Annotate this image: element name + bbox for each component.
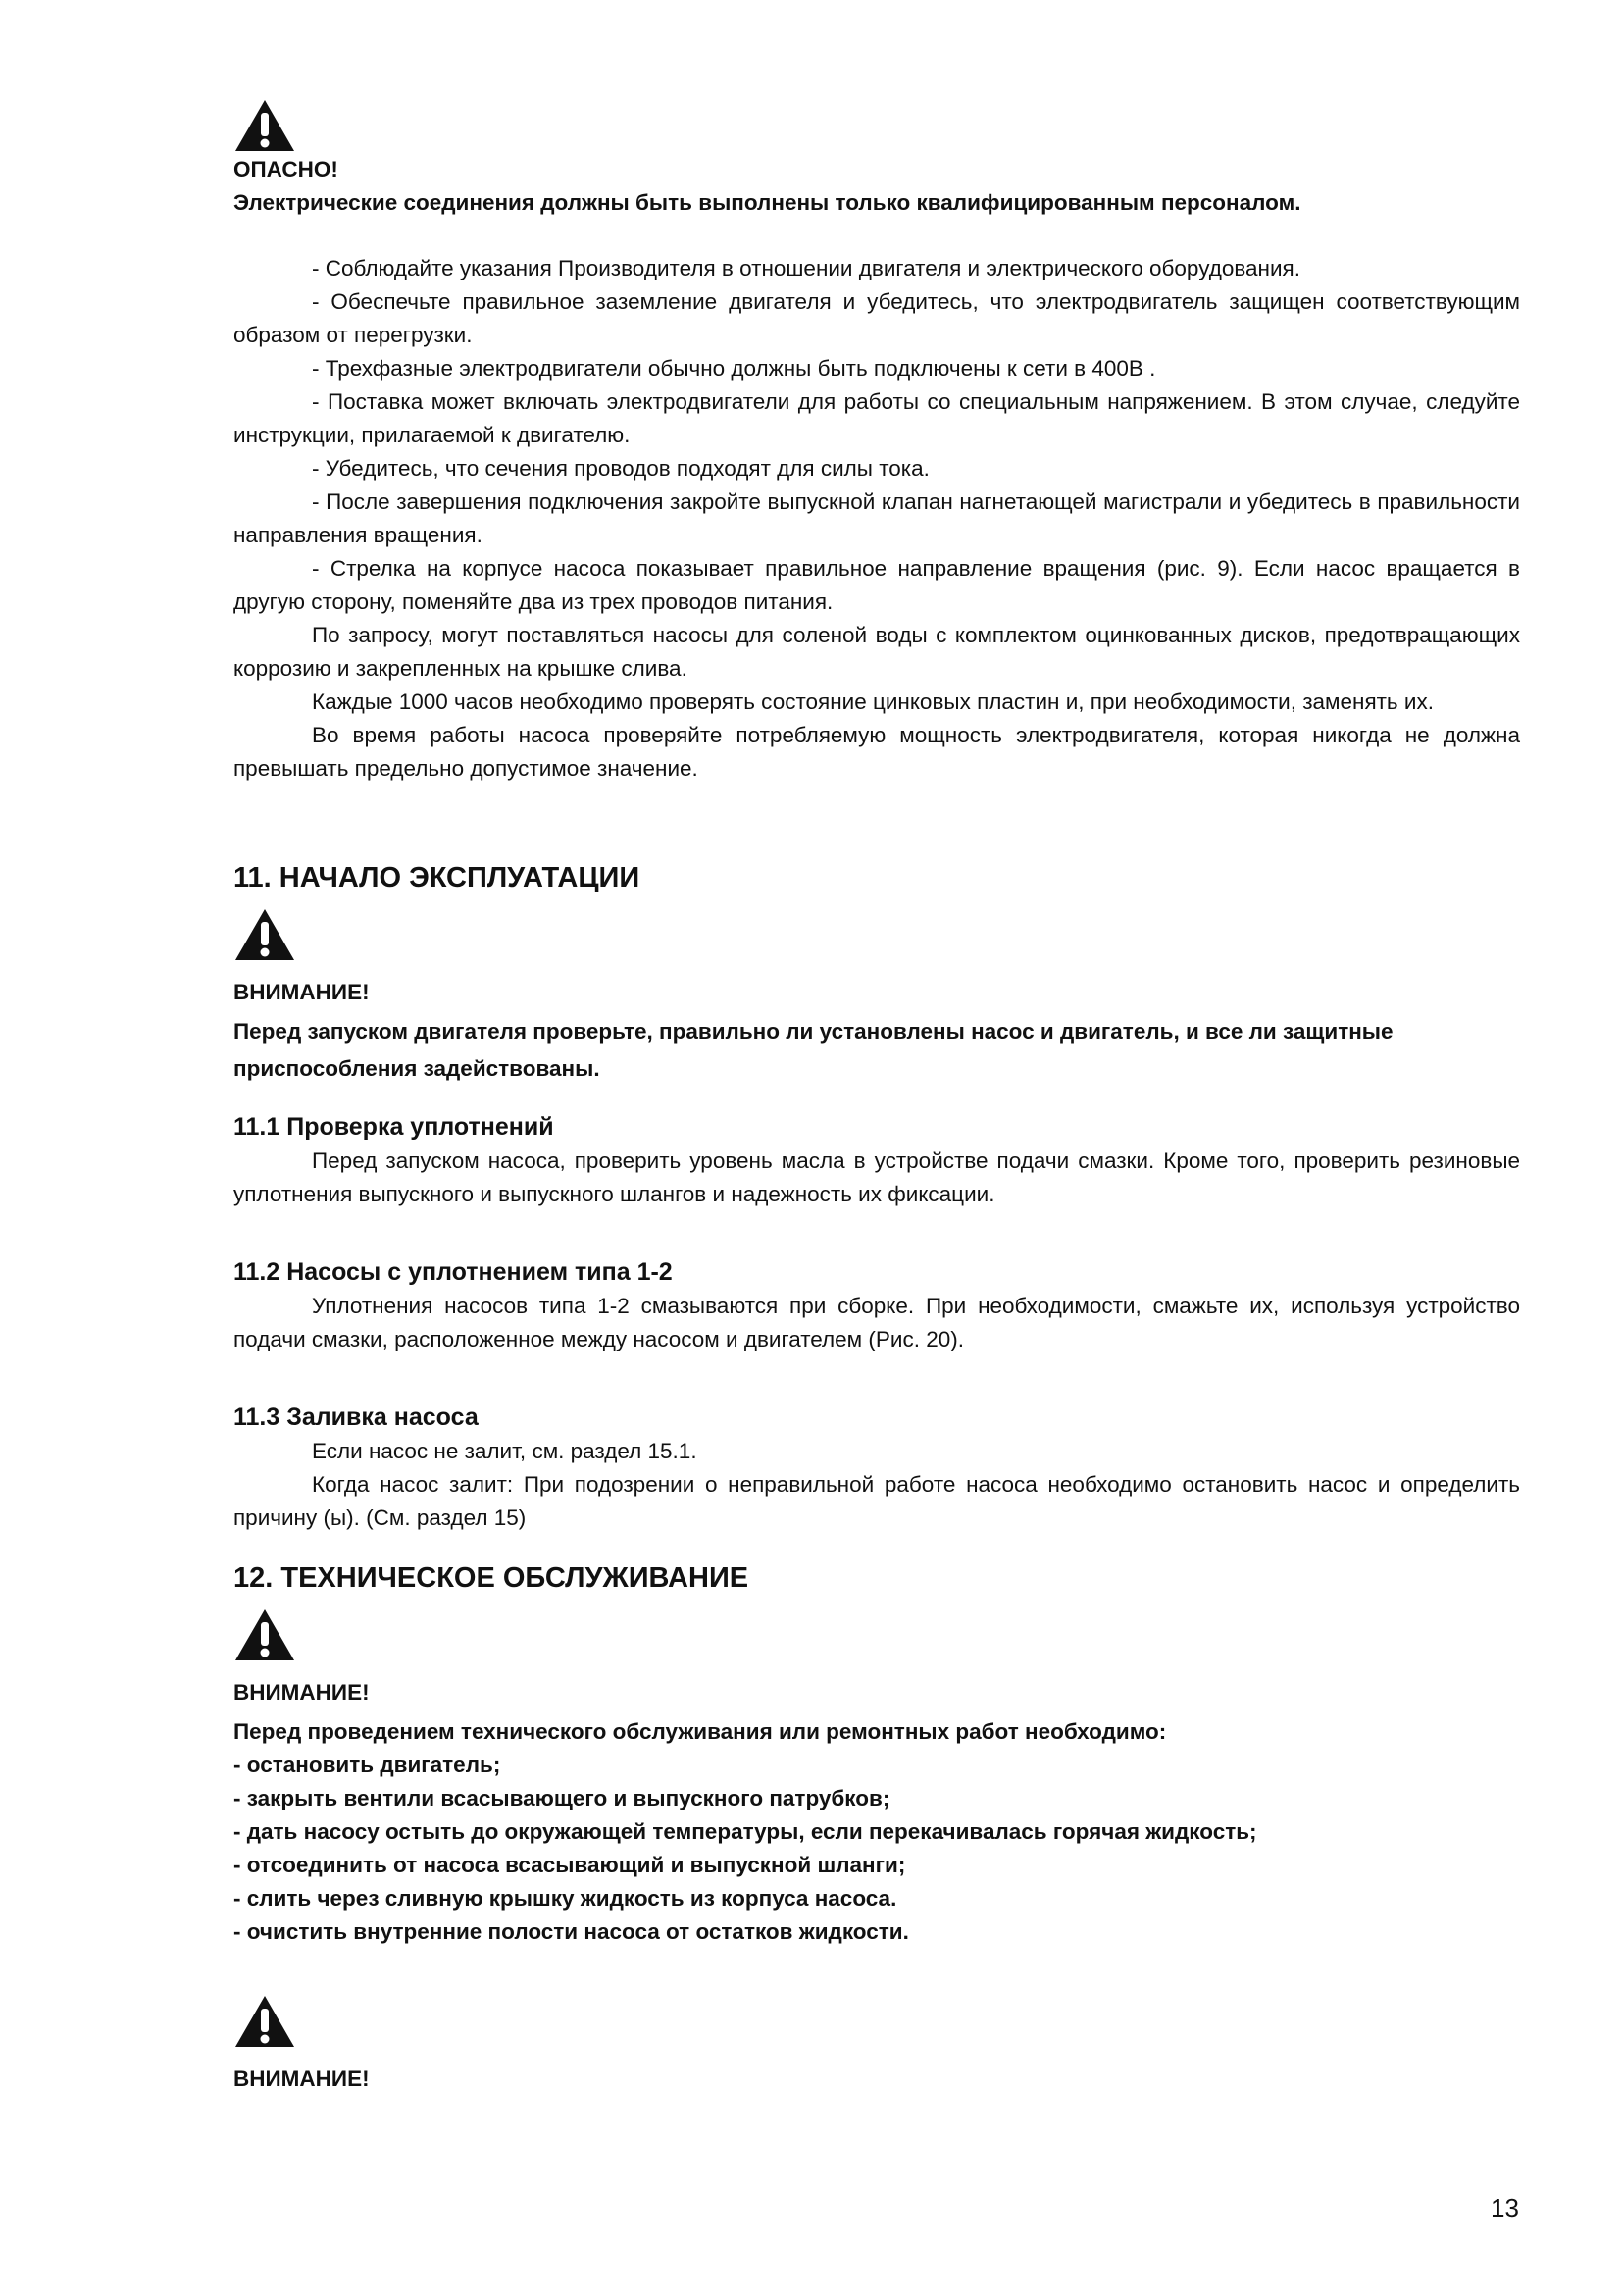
section-11 xyxy=(233,858,1520,1535)
paragraph: Каждые 1000 часов необходимо проверять состояние цинковых пластин и, при необходимости, заменять их. xyxy=(312,689,1434,714)
paragraph: Если насос не залит, см. раздел 15.1. xyxy=(312,1439,697,1463)
paragraph: - Убедитесь, что сечения проводов подходят для силы тока. xyxy=(312,456,930,481)
page-number: 13 xyxy=(1491,2193,1519,2222)
electrical-instructions xyxy=(233,252,1520,786)
paragraph: - Поставка может включать электродвигатели для работы со специальным напряжением. В этом случае, следуйте инструкции, прилагаемой к двигателю. xyxy=(233,389,1520,447)
warning-triangle-icon xyxy=(233,98,296,153)
warning-triangle-icon xyxy=(233,1994,296,2049)
danger-label: ОПАСНО! xyxy=(233,157,338,181)
paragraph: Перед запуском насоса, проверить уровень масла в устройстве подачи смазки. Кроме того, проверить резиновые уплотнения выпускного и выпускного шлангов и надежность их фиксации. xyxy=(233,1148,1520,1206)
list-item: - слить через сливную крышку жидкость из корпуса насоса. xyxy=(233,1886,897,1911)
section-12 xyxy=(233,1558,1520,2096)
paragraph: - Обеспечьте правильное заземление двигателя и убедитесь, что электродвигатель защищен соответствующим образом от перегрузки. xyxy=(233,289,1520,347)
subsection-title: 11.1 Проверка уплотнений xyxy=(233,1113,554,1141)
list-item: - отсоединить от насоса всасывающий и выпускной шланги; xyxy=(233,1853,906,1877)
warning-text: Перед запуском двигателя проверьте, правильно ли установлены насос и двигатель, и все ли защитные приспособления задействованы. xyxy=(233,1019,1394,1081)
list-item: - закрыть вентили всасывающего и выпускного патрубков; xyxy=(233,1786,890,1810)
paragraph: - Стрелка на корпусе насоса показывает правильное направление вращения (рис. 9). Если насос вращается в другую сторону, поменяйте два из трех проводов питания. xyxy=(233,556,1520,614)
list-item: Перед проведением технического обслуживания или ремонтных работ необходимо: xyxy=(233,1719,1167,1744)
warning-triangle-icon xyxy=(233,1607,296,1662)
danger-block xyxy=(233,98,1520,220)
subsection-title: 11.3 Заливка насоса xyxy=(233,1403,479,1431)
warning-label: ВНИМАНИЕ! xyxy=(233,2066,370,2091)
subsection-title: 11.2 Насосы с уплотнением типа 1-2 xyxy=(233,1258,673,1286)
list-item: - дать насосу остыть до окружающей температуры, если перекачивалась горячая жидкость; xyxy=(233,1819,1257,1844)
paragraph: Во время работы насоса проверяйте потребляемую мощность электродвигателя, которая никогда не должна превышать предельно допустимое значение. xyxy=(233,723,1520,781)
paragraph: - Соблюдайте указания Производителя в отношении двигателя и электрического оборудования. xyxy=(312,256,1300,280)
paragraph: По запросу, могут поставляться насосы для соленой воды с комплектом оцинкованных дисков, предотвращающих коррозию и закрепленных на крышке слива. xyxy=(233,623,1520,681)
paragraph: Уплотнения насосов типа 1-2 смазываются при сборке. При необходимости, смажьте их, используя устройство подачи смазки, расположенное между насосом и двигателем (Рис. 20). xyxy=(233,1294,1520,1351)
warning-triangle-icon xyxy=(233,907,296,962)
maintenance-steps xyxy=(233,1715,1520,1949)
paragraph: - После завершения подключения закройте выпускной клапан нагнетающей магистрали и убедитесь в правильности направления вращения. xyxy=(233,489,1520,547)
section-title: 12. ТЕХНИЧЕСКОЕ ОБСЛУЖИВАНИЕ xyxy=(233,1562,749,1594)
warning-label: ВНИМАНИЕ! xyxy=(233,980,370,1004)
danger-text: Электрические соединения должны быть выполнены только квалифицированным персоналом. xyxy=(233,190,1301,215)
list-item: - очистить внутренние полости насоса от остатков жидкости. xyxy=(233,1919,909,1944)
list-item: - остановить двигатель; xyxy=(233,1753,501,1777)
warning-label: ВНИМАНИЕ! xyxy=(233,1680,370,1705)
section-title: 11. НАЧАЛО ЭКСПЛУАТАЦИИ xyxy=(233,862,640,893)
paragraph: Когда насос залит: При подозрении о неправильной работе насоса необходимо остановить насос и определить причину (ы). (См. раздел 15) xyxy=(233,1472,1520,1530)
paragraph: - Трехфазные электродвигатели обычно должны быть подключены к сети в 400В . xyxy=(312,356,1156,381)
document-page xyxy=(233,0,1520,2294)
